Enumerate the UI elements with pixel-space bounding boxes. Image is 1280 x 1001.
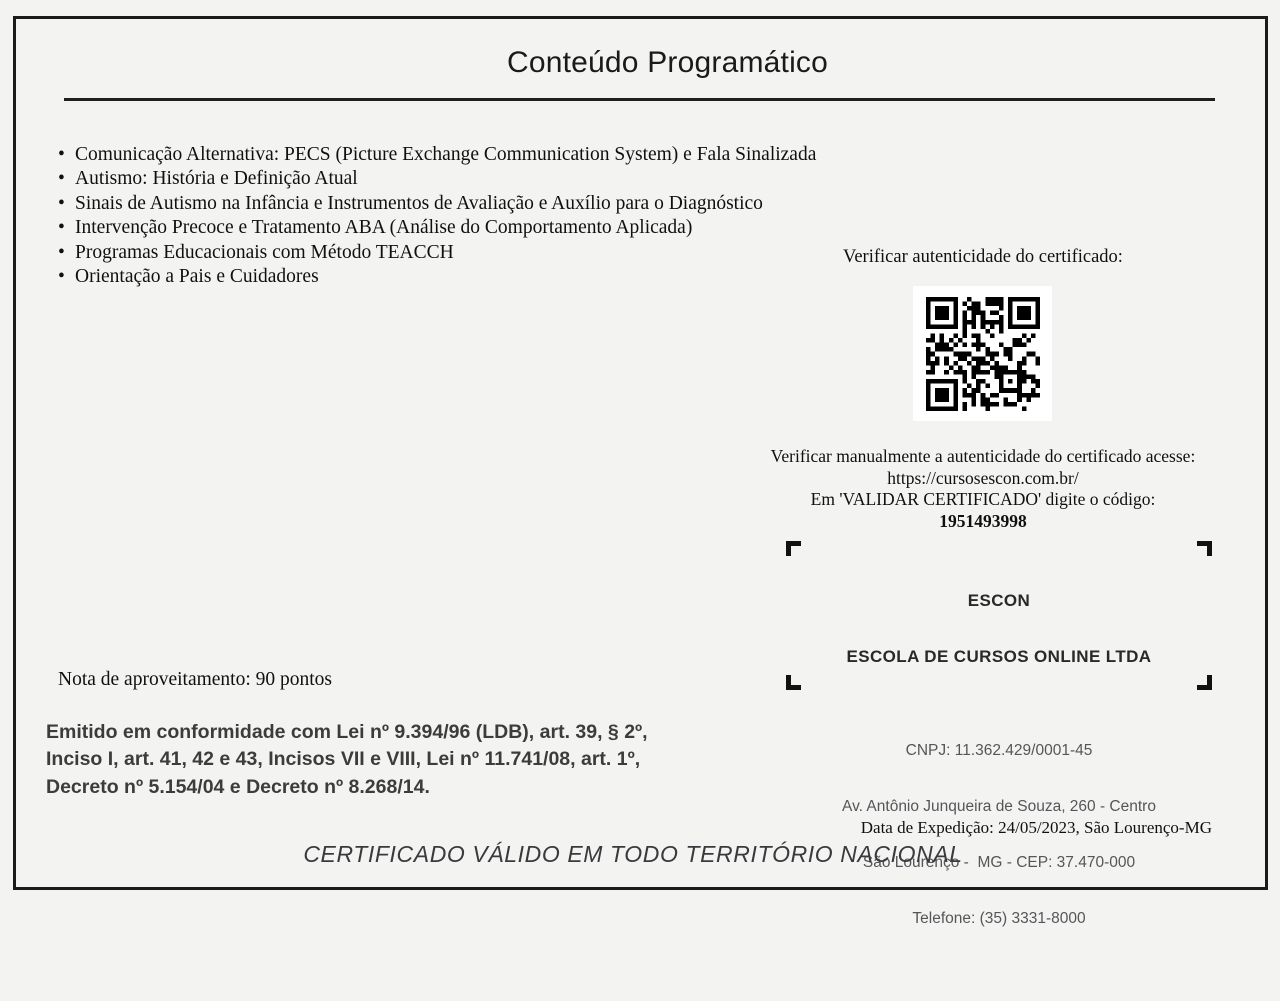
issuer-phone: Telefone: (35) 3331-8000	[912, 910, 1086, 927]
qr-code-pattern	[926, 297, 1040, 411]
verify-instructions	[733, 446, 1233, 532]
verify-code-instruction: Em 'VALIDAR CERTIFICADO' digite o código:	[810, 489, 1156, 510]
issuer-address: Av. Antônio Junqueira de Souza, 260 - Centro	[842, 798, 1156, 815]
grade-note: Nota de aproveitamento: 90 pontos	[58, 669, 333, 690]
issuer-cnpj: CNPJ: 11.362.429/0001-45	[905, 742, 1093, 759]
legal-line: Emitido em conformidade com Lei nº 9.394/96 (LDB), art. 39, § 2º,	[46, 721, 648, 743]
validity-notice: CERTIFICADO VÁLIDO EM TODO TERRITÓRIO NACIONAL	[303, 841, 963, 867]
verification-code: 1951493998	[939, 510, 1027, 531]
verify-url: https://cursosescon.com.br/	[887, 467, 1079, 488]
verify-manual-line: Verificar manualmente a autenticidade do certificado acesse:	[770, 446, 1196, 466]
issuer-city-cep: São Lourenço - MG - CEP: 37.470-000	[862, 854, 1136, 871]
list-item: • Programas Educacionais com Método TEACCH	[56, 241, 896, 265]
list-item: • Intervenção Precoce e Tratamento ABA (Análise do Comportamento Aplicada)	[56, 216, 896, 240]
crop-mark-top-left-icon	[786, 541, 801, 556]
list-item: • Sinais de Autismo na Infância e Instrumentos de Avaliação e Auxílio para o Diagnóstico	[56, 192, 896, 216]
crop-mark-top-right-icon	[1197, 541, 1212, 556]
issue-date: Data de Expedição: 24/05/2023, São Lourenço-MG	[860, 818, 1212, 837]
list-item: • Comunicação Alternativa: PECS (Picture Exchange Communication System) e Fala Sinalizada	[56, 143, 896, 167]
issuer-legal-name: ESCOLA DE CURSOS ONLINE LTDA	[846, 647, 1152, 666]
title-underline	[64, 98, 1215, 101]
list-item: • Orientação a Pais e Cuidadores	[56, 265, 896, 289]
list-item: • Autismo: História e Definição Atual	[56, 167, 896, 191]
legal-compliance-text	[46, 719, 726, 801]
qr-code	[913, 286, 1052, 421]
issuer-name: ESCON	[967, 591, 1031, 610]
legal-line: Decreto nº 5.154/04 e Decreto nº 8.268/14.	[46, 775, 430, 798]
legal-line: Inciso I, art. 41, 42 e 43, Incisos VII e VIII, Lei nº 11.741/08, art. 1º,	[46, 748, 641, 771]
issuer-details	[786, 555, 1212, 1001]
verify-caption: Verificar autenticidade do certificado:	[843, 247, 1123, 267]
page-title: Conteúdo Programático	[506, 46, 829, 79]
